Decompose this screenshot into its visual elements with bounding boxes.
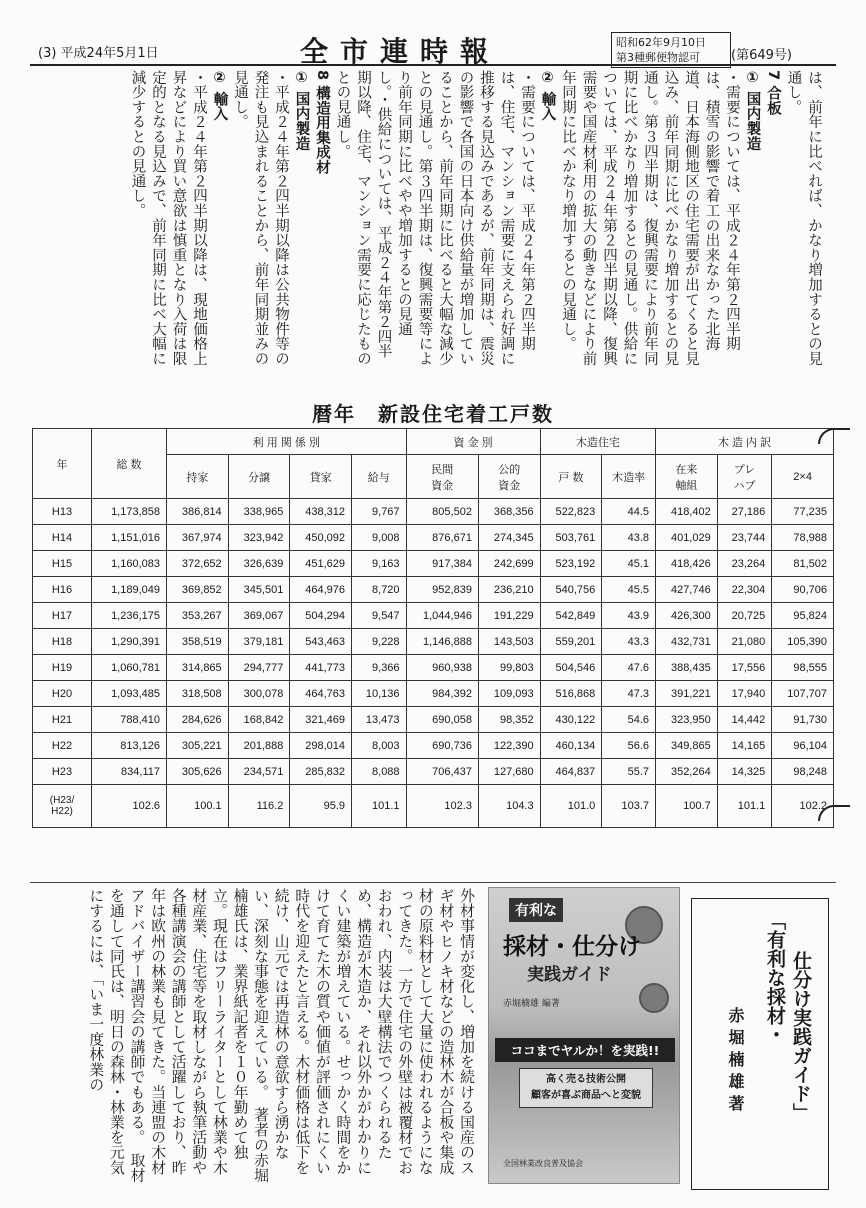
- table-row: [33, 551, 834, 577]
- row-year: H14: [33, 525, 92, 551]
- table-cell: 77,235: [772, 499, 834, 525]
- table-cell: 358,519: [167, 629, 229, 655]
- book-band: ココまでヤルか！を実践!!: [495, 1038, 675, 1062]
- table-cell: 345,501: [228, 577, 290, 603]
- table-cell: 23,744: [717, 525, 772, 551]
- section-7-heading: 7 合板: [765, 70, 781, 116]
- table-cell: 338,965: [228, 499, 290, 525]
- newspaper-title: 全市連時報: [300, 35, 501, 68]
- table-cell: 14,165: [717, 733, 772, 759]
- table-cell: 43.3: [602, 629, 656, 655]
- table-cell: 98,248: [772, 759, 834, 785]
- table-cell: 47.3: [602, 681, 656, 707]
- table-row: [33, 655, 834, 681]
- header-issued: 給与: [352, 455, 407, 499]
- ratio-cell: 100.1: [167, 785, 229, 828]
- ratio-cell: 102.6: [92, 785, 167, 828]
- table-cell: 98,555: [772, 655, 834, 681]
- table-cell: 1,173,858: [92, 499, 167, 525]
- table-cell: 464,763: [290, 681, 352, 707]
- row-year: H21: [33, 707, 92, 733]
- header-private: 民間 資金: [406, 455, 478, 499]
- table-cell: 99,803: [478, 655, 540, 681]
- table-cell: 432,731: [656, 629, 718, 655]
- review-title-line-2: 仕分け実践ガイド」: [790, 951, 812, 1122]
- table-cell: 20,725: [717, 603, 772, 629]
- table-row: [33, 577, 834, 603]
- table-cell: 22,304: [717, 577, 772, 603]
- row-year: H17: [33, 603, 92, 629]
- ratio-cell: 102.3: [406, 785, 478, 828]
- header-rent: 貸家: [290, 455, 352, 499]
- header-total: 総 数: [92, 429, 167, 499]
- permit-line-2: 第3種郵便物認可: [616, 51, 700, 64]
- table-cell: 690,736: [406, 733, 478, 759]
- section-7-2-heading: ② 輸入: [539, 70, 556, 122]
- table-row: [33, 759, 834, 785]
- table-cell: 236,210: [478, 577, 540, 603]
- table-cell: 318,508: [167, 681, 229, 707]
- row-year: H22: [33, 733, 92, 759]
- table-cell: 21,080: [717, 629, 772, 655]
- table-cell: 95,824: [772, 603, 834, 629]
- table-row: [33, 707, 834, 733]
- header-prefab: プレ ハブ: [717, 455, 772, 499]
- review-author: 赤堀楠雄著: [726, 1007, 745, 1117]
- table-cell: 9,163: [352, 551, 407, 577]
- book-publisher: 全国林業改良普及協会: [503, 1159, 583, 1168]
- table-cell: 305,626: [167, 759, 229, 785]
- table-cell: 369,067: [228, 603, 290, 629]
- section-8-1-text: ・平成２４年第２四半期以降は公共物件等の発注も見込まれることから、前年同期並みの見通し。: [232, 70, 289, 366]
- ratio-cell: 116.2: [228, 785, 290, 828]
- table-cell: 516,868: [540, 681, 602, 707]
- table-cell: 917,384: [406, 551, 478, 577]
- book-title: 採材・仕分け: [503, 934, 641, 960]
- table-row: [33, 733, 834, 759]
- table-cell: 9,547: [352, 603, 407, 629]
- table-cell: 109,093: [478, 681, 540, 707]
- table-cell: 201,888: [228, 733, 290, 759]
- table-cell: 813,126: [92, 733, 167, 759]
- table-cell: 55.7: [602, 759, 656, 785]
- table-cell: 17,556: [717, 655, 772, 681]
- table-cell: 234,571: [228, 759, 290, 785]
- table-cell: 13,473: [352, 707, 407, 733]
- table-cell: 690,058: [406, 707, 478, 733]
- table-cell: 386,814: [167, 499, 229, 525]
- article-vertical-text: [40, 70, 824, 370]
- table-cell: 300,078: [228, 681, 290, 707]
- ratio-label-1: (H23/: [49, 795, 75, 806]
- table-cell: 451,629: [290, 551, 352, 577]
- table-cell: 10,136: [352, 681, 407, 707]
- header-units: 戸 数: [540, 455, 602, 499]
- table-cell: 43.9: [602, 603, 656, 629]
- table-cell: 321,469: [290, 707, 352, 733]
- table-cell: 834,117: [92, 759, 167, 785]
- table-cell: 1,060,781: [92, 655, 167, 681]
- ratio-cell: 100.7: [656, 785, 718, 828]
- table-cell: 805,502: [406, 499, 478, 525]
- table-row: [33, 499, 834, 525]
- table-cell: 23,264: [717, 551, 772, 577]
- table-cell: 460,134: [540, 733, 602, 759]
- ratio-cell: 104.3: [478, 785, 540, 828]
- header-two-by-four: 2×4: [772, 455, 834, 499]
- table-cell: 98,352: [478, 707, 540, 733]
- log-end-icon: [639, 983, 669, 1013]
- table-cell: 323,942: [228, 525, 290, 551]
- permit-line-1: 昭和62年9月10日: [616, 36, 706, 49]
- header-wood-detail-group: 木 造 内 訳: [656, 429, 834, 455]
- table-cell: 326,639: [228, 551, 290, 577]
- table-cell: 78,988: [772, 525, 834, 551]
- table-cell: 107,707: [772, 681, 834, 707]
- header-wood-rate: 木造率: [602, 455, 656, 499]
- table-cell: 522,823: [540, 499, 602, 525]
- book-cover-image: [488, 887, 680, 1184]
- header-sale: 分譲: [228, 455, 290, 499]
- review-title-box: [691, 898, 829, 1190]
- table-cell: 8,088: [352, 759, 407, 785]
- row-year: H18: [33, 629, 92, 655]
- table-row: [33, 603, 834, 629]
- table-cell: 706,437: [406, 759, 478, 785]
- ratio-cell: 102.2: [772, 785, 834, 828]
- table-cell: 559,201: [540, 629, 602, 655]
- table-cell: 504,294: [290, 603, 352, 629]
- table-cell: 540,756: [540, 577, 602, 603]
- table-cell: 105,390: [772, 629, 834, 655]
- table-cell: 372,652: [167, 551, 229, 577]
- header-year: 年: [33, 429, 92, 499]
- table-cell: 543,463: [290, 629, 352, 655]
- issue-number: (第649号): [731, 48, 792, 63]
- page-date: (3) 平成24年5月1日: [38, 46, 159, 61]
- table-cell: 1,290,391: [92, 629, 167, 655]
- table-cell: 1,151,016: [92, 525, 167, 551]
- table-cell: 44.5: [602, 499, 656, 525]
- table-cell: 27,186: [717, 499, 772, 525]
- table-cell: 418,426: [656, 551, 718, 577]
- table-cell: 285,832: [290, 759, 352, 785]
- table-cell: 168,842: [228, 707, 290, 733]
- section-8-heading: 8 構造用集成材: [314, 70, 330, 175]
- row-year: H20: [33, 681, 92, 707]
- review-title-line-1: 「有利な採材・: [764, 911, 786, 1044]
- table-cell: 47.6: [602, 655, 656, 681]
- table-cell: 9,008: [352, 525, 407, 551]
- section-7-2-text: ・需要については、平成２４年第２四半期は、住宅、マンション需要に支えられ好調に推移する見込みであるが、前年同期は、震災の影響で各国の日本向け供給量が増加していることから、前年同期に比べると大幅な減少との見通し。第３四半期は、復興需要等により前年同期に比べやや増加するとの見通し。・供給については、平成２４年第２四半期以降、住宅、マンション需要に応じたものとの見通し。: [334, 70, 535, 366]
- table-cell: 1,044,946: [406, 603, 478, 629]
- table-cell: 368,356: [478, 499, 540, 525]
- ratio-cell: 101.1: [717, 785, 772, 828]
- header-public: 公的 資金: [478, 455, 540, 499]
- table-cell: 1,160,083: [92, 551, 167, 577]
- table-cell: 8,720: [352, 577, 407, 603]
- table-cell: 464,837: [540, 759, 602, 785]
- table-row: [33, 525, 834, 551]
- table-cell: 314,865: [167, 655, 229, 681]
- ratio-label-2: H22): [51, 806, 73, 817]
- header-rule: [30, 64, 836, 66]
- table-cell: 91,730: [772, 707, 834, 733]
- section-8-2-heading: ② 輸入: [211, 70, 228, 122]
- table-cell: 56.6: [602, 733, 656, 759]
- table-cell: 876,671: [406, 525, 478, 551]
- book-subtitle: 実践ガイド: [527, 965, 612, 985]
- housing-starts-table: [32, 428, 834, 828]
- table-title: 暦年 新設住宅着工戸数: [312, 402, 554, 426]
- postal-permit-box: [611, 32, 731, 68]
- table-cell: 952,839: [406, 577, 478, 603]
- table-cell: 305,221: [167, 733, 229, 759]
- table-cell: 984,392: [406, 681, 478, 707]
- row-year: H15: [33, 551, 92, 577]
- book-review-column: [36, 888, 476, 1188]
- table-cell: 90,706: [772, 577, 834, 603]
- table-cell: 191,229: [478, 603, 540, 629]
- section-8-2-text: ・平成２４年第２四半期以降は、現地価格上昇などにより買い意欲は慎重となり入荷は限定的となる見込みで、前年同期に比べ大幅に減少するとの見通し。: [129, 70, 207, 366]
- table-cell: 353,267: [167, 603, 229, 629]
- row-year: H16: [33, 577, 92, 603]
- table-cell: 450,092: [290, 525, 352, 551]
- row-year: H23: [33, 759, 92, 785]
- book-author: 赤堀楠雄 編著: [503, 999, 560, 1009]
- table-cell: 430,122: [540, 707, 602, 733]
- book-tag: 有利な: [509, 898, 563, 922]
- section-rule: [30, 882, 836, 883]
- table-cell: 284,626: [167, 707, 229, 733]
- header-owned: 持家: [167, 455, 229, 499]
- table-cell: 323,950: [656, 707, 718, 733]
- table-cell: 9,767: [352, 499, 407, 525]
- table-cell: 127,680: [478, 759, 540, 785]
- table-cell: 401,029: [656, 525, 718, 551]
- article-lead-tail: は、前年に比べれば、かなり増加するとの見通し。: [785, 70, 822, 366]
- table-cell: 391,221: [656, 681, 718, 707]
- table-cell: 298,014: [290, 733, 352, 759]
- table-cell: 367,974: [167, 525, 229, 551]
- table-cell: 349,865: [656, 733, 718, 759]
- ratio-cell: 101.1: [352, 785, 407, 828]
- column-text: 外材事情が変化し、増加を続ける国産のスギ材やヒノキ材などの造林木が合板や集成材の原料材として大量に使われるようになってきた。一方で住宅の外壁は被覆材でおおわれ、内装は大壁構法でつくられるため、構造が木造か、それ以外かがわかりにくい建築が増えている。せっかく時間をかけて育てた木の質や価値が評価されにくい時代を迎えたと言える。木材価格は低下を続け、山元では再造林の意欲すら湧かない、深刻な事態を迎えている。 著者の赤堀楠雄氏は、業界紙記者を１０年勤めて独立。現在はフリーライターとして林業や木材産業、住宅等を取材しながら執筆活動や各種講演会の講師として活躍しており、昨年は欧州の林業も見てきた。当連盟の木材アドバイザー講習会の講師でもある。 取材を通して同氏は、明日の森林・林業を元気にするには、「いま一度林業の: [87, 888, 475, 1183]
- table-cell: 379,181: [228, 629, 290, 655]
- book-promo-line-1: 高く売る技術公開: [546, 1074, 626, 1085]
- table-cell: 504,546: [540, 655, 602, 681]
- table-cell: 9,228: [352, 629, 407, 655]
- table-cell: 294,777: [228, 655, 290, 681]
- table-cell: 464,976: [290, 577, 352, 603]
- header-wood-group: 木造住宅: [540, 429, 655, 455]
- section-7-1-heading: ① 国内製造: [744, 70, 761, 151]
- table-cell: 122,390: [478, 733, 540, 759]
- table-cell: 8,003: [352, 733, 407, 759]
- table-cell: 438,312: [290, 499, 352, 525]
- row-year: H19: [33, 655, 92, 681]
- table-cell: 503,761: [540, 525, 602, 551]
- table-cell: 14,325: [717, 759, 772, 785]
- ratio-cell: 95.9: [290, 785, 352, 828]
- table-cell: 1,189,049: [92, 577, 167, 603]
- table-cell: 388,435: [656, 655, 718, 681]
- table-cell: 54.6: [602, 707, 656, 733]
- table-cell: 1,146,888: [406, 629, 478, 655]
- book-promo-box: [519, 1068, 653, 1108]
- table-cell: 45.5: [602, 577, 656, 603]
- header-traditional: 在来 軸組: [656, 455, 718, 499]
- ratio-cell: 101.0: [540, 785, 602, 828]
- table-cell: 1,236,175: [92, 603, 167, 629]
- table-cell: 43.8: [602, 525, 656, 551]
- table-cell: 427,746: [656, 577, 718, 603]
- table-cell: 788,410: [92, 707, 167, 733]
- table-cell: 274,345: [478, 525, 540, 551]
- table-cell: 17,940: [717, 681, 772, 707]
- table-cell: 96,104: [772, 733, 834, 759]
- table-cell: 523,192: [540, 551, 602, 577]
- table-cell: 14,442: [717, 707, 772, 733]
- row-year: H13: [33, 499, 92, 525]
- table-cell: 242,699: [478, 551, 540, 577]
- table-cell: 143,503: [478, 629, 540, 655]
- table-cell: 81,502: [772, 551, 834, 577]
- table-cell: 45.1: [602, 551, 656, 577]
- table-cell: 352,264: [656, 759, 718, 785]
- ratio-cell: 103.7: [602, 785, 656, 828]
- ratio-label: [33, 785, 92, 828]
- table-cell: 542,849: [540, 603, 602, 629]
- header-fund-group: 資 金 別: [406, 429, 540, 455]
- table-cell: 441,773: [290, 655, 352, 681]
- table-cell: 9,366: [352, 655, 407, 681]
- section-7-1-text: ・需要については、平成２４年第２四半期は、積雪の影響で着工の出来なかった北海道、日本海側地区の住宅需要が出てくると見込み、前年同期に比べかなり増加するとの見通し。第３四半期は、復興需要により前年同期に比べかなり増加するとの見通し。供給については、平成２４年第２四半期以降、復興需要や国産材利用の拡大の動きなどにより前年同期に比べかなり増加するとの見通し。: [560, 70, 740, 366]
- table-cell: 418,402: [656, 499, 718, 525]
- table-cell: 426,300: [656, 603, 718, 629]
- table-row: [33, 681, 834, 707]
- ratio-row: [33, 785, 834, 828]
- section-8-1-heading: ① 国内製造: [293, 70, 310, 151]
- table-cell: 1,093,485: [92, 681, 167, 707]
- table-cell: 960,938: [406, 655, 478, 681]
- header-use-group: 利 用 関 係 別: [167, 429, 407, 455]
- table-row: [33, 629, 834, 655]
- book-promo-line-2: 顧客が喜ぶ商品へと変貌: [531, 1090, 641, 1101]
- table-cell: 369,852: [167, 577, 229, 603]
